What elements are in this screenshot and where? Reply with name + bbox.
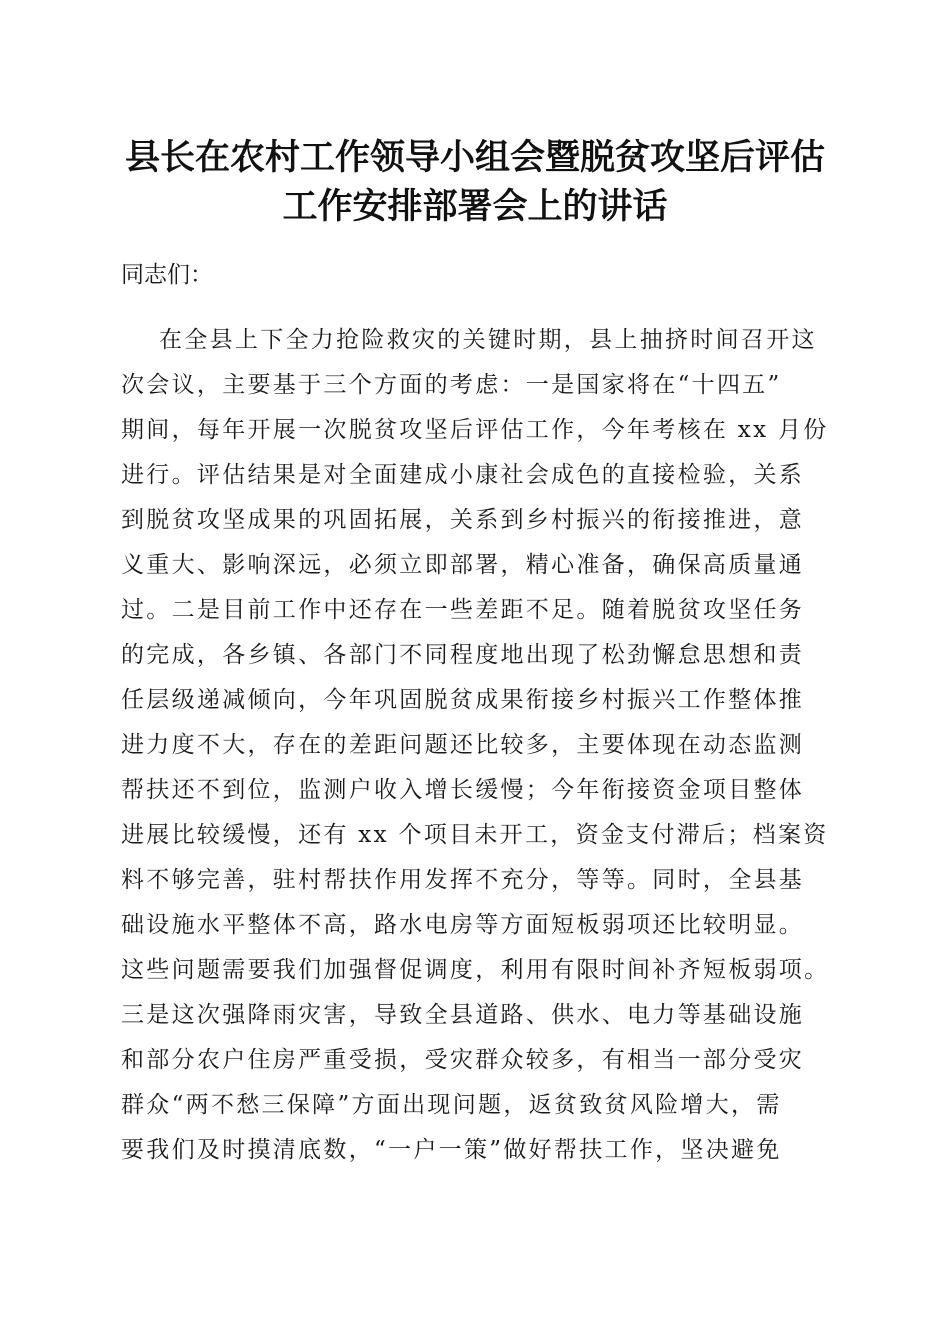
body-line: 要我们及时摸清底数，“一户一策”做好帮扶工作，坚决避免 [121,1137,782,1163]
body-line: 进力度不大，存在的差距问题还比较多，主要体现在动态监测 [121,732,805,758]
body-line: 到脱贫攻坚成果的巩固拓展，关系到乡村振兴的衔接推进，意 [121,507,805,533]
body-line: 础设施水平整体不高，路水电房等方面短板弱项还比较明显。 [121,912,805,938]
body-line: 群众“两不愁三保障”方面出现问题，返贫致贫风险增大，需 [121,1092,782,1118]
body-line: 帮扶还不到位，监测户收入增长缓慢；今年衔接资金项目整体 [121,777,805,803]
document-title-line-1: 县长在农村工作领导小组会暨脱贫攻坚后评估 [124,137,825,178]
body-line: 的完成，各乡镇、各部门不同程度地出现了松劲懈怠思想和责 [121,642,805,668]
body-line: 料不够完善，驻村帮扶作用发挥不充分，等等。同时，全县基 [121,867,805,893]
body-line: 期间，每年开展一次脱贫攻坚后评估工作，今年考核在 xx 月份 [121,417,829,443]
body-line: 进展比较缓慢，还有 xx 个项目未开工，资金支付滞后；档案资 [121,822,829,848]
body-line: 任层级递减倾向，今年巩固脱贫成果衔接乡村振兴工作整体推 [121,687,805,713]
body-line: 三是这次强降雨灾害，导致全县道路、供水、电力等基础设施 [121,1002,805,1028]
body-line: 和部分农户住房严重受损，受灾群众较多，有相当一部分受灾 [121,1047,805,1073]
body-line: 在全县上下全力抢险救灾的关键时期，县上抽挤时间召开这 [159,327,817,353]
document-title-line-2: 工作安排部署会上的讲话 [282,186,668,227]
body-line: 次会议，主要基于三个方面的考虑：一是国家将在“十四五” [121,372,782,398]
body-line: 这些问题需要我们加强督促调度，利用有限时间补齐短板弱项。 [121,957,830,983]
body-line: 过。二是目前工作中还存在一些差距不足。随着脱贫攻坚任务 [121,597,805,623]
body-line: 义重大、影响深远，必须立即部署，精心准备，确保高质量通 [121,552,805,578]
body-line: 进行。评估结果是对全面建成小康社会成色的直接检验，关系 [121,462,805,488]
salutation: 同志们： [121,262,213,288]
